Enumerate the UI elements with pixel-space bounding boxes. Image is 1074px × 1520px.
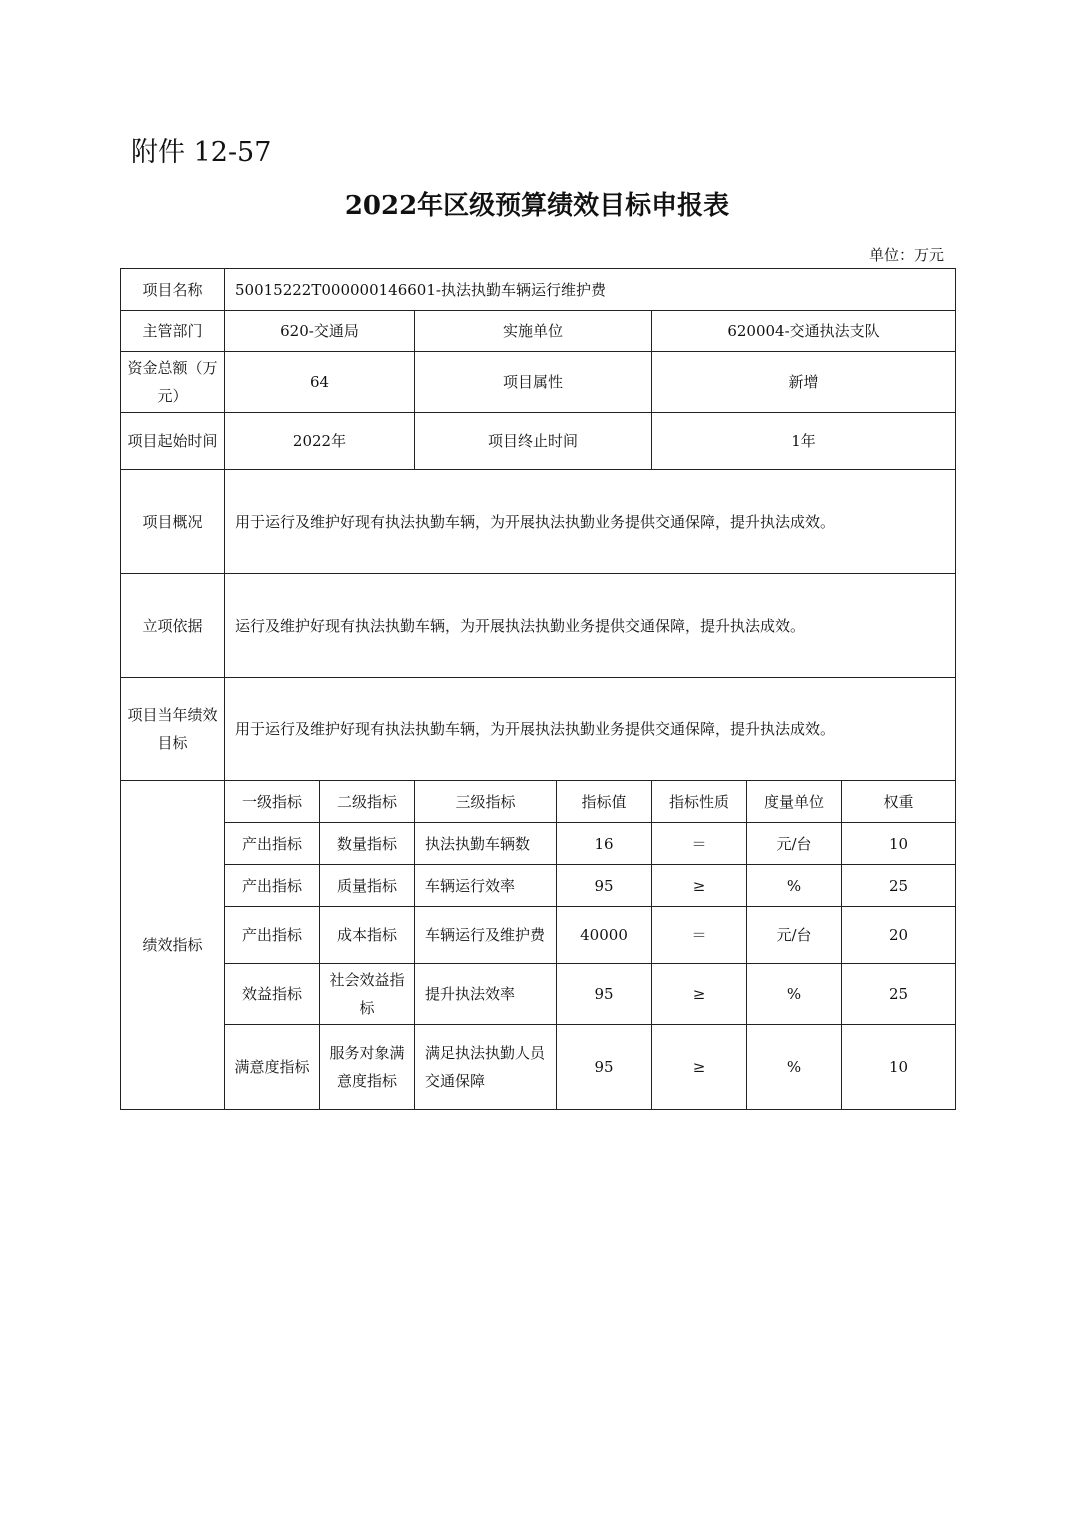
unit: 元/台 [747,907,842,964]
indicator-row [121,865,956,907]
indicator-row [121,1025,956,1110]
header-cell: 度量单位 [747,781,842,823]
value: 95 [557,964,652,1025]
header-cell: 三级指标 [415,781,557,823]
value: 95 [557,1025,652,1110]
header-cell: 指标性质 [652,781,747,823]
unit: % [747,865,842,907]
level2: 数量指标 [320,823,415,865]
table-row [121,269,956,311]
end-value: 1年 [652,413,956,470]
page-title: 2022年区级预算绩效目标申报表 [344,191,730,221]
weight: 20 [842,907,956,964]
indicator-row [121,823,956,865]
level1: 满意度指标 [225,1025,320,1110]
overview-value: 用于运行及维护好现有执法执勤车辆，为开展执法执勤业务提供交通保障，提升执法成效。 [225,470,956,574]
level3: 车辆运行效率 [415,865,557,907]
nature: ≥ [652,865,747,907]
nature: ＝ [652,907,747,964]
impl-value: 620004-交通执法支队 [652,311,956,352]
attr-label: 项目属性 [415,352,652,413]
nature: ≥ [652,964,747,1025]
level3: 执法执勤车辆数 [415,823,557,865]
header-cell: 一级指标 [225,781,320,823]
weight: 10 [842,823,956,865]
weight: 10 [842,1025,956,1110]
unit: % [747,964,842,1025]
level3: 满足执法执勤人员交通保障 [415,1025,557,1110]
level2: 质量指标 [320,865,415,907]
unit: 元/台 [747,823,842,865]
level1: 产出指标 [225,865,320,907]
value: 16 [557,823,652,865]
indicator-row [121,964,956,1025]
unit: % [747,1025,842,1110]
goal-value: 用于运行及维护好现有执法执勤车辆，为开展执法执勤业务提供交通保障，提升执法成效。 [225,678,956,781]
impl-label: 实施单位 [415,311,652,352]
project-name: 50015222T000000146601-执法执勤车辆运行维护费 [225,269,956,311]
end-label: 项目终止时间 [415,413,652,470]
start-label: 项目起始时间 [121,413,225,470]
indicators-label: 绩效指标 [121,781,225,1110]
level1: 产出指标 [225,823,320,865]
budget-performance-table [120,268,956,1110]
basis-value: 运行及维护好现有执法执勤车辆，为开展执法执勤业务提供交通保障，提升执法成效。 [225,574,956,678]
nature: ＝ [652,823,747,865]
level2: 服务对象满意度指标 [320,1025,415,1110]
project-name-label: 项目名称 [121,269,225,311]
weight: 25 [842,964,956,1025]
level3: 提升执法效率 [415,964,557,1025]
dept-label: 主管部门 [121,311,225,352]
level1: 效益指标 [225,964,320,1025]
attr-value: 新增 [652,352,956,413]
value: 95 [557,865,652,907]
header-cell: 二级指标 [320,781,415,823]
table-row [121,470,956,574]
start-value: 2022年 [225,413,415,470]
overview-label: 项目概况 [121,470,225,574]
weight: 25 [842,865,956,907]
indicator-row [121,907,956,964]
header-cell: 权重 [842,781,956,823]
table-row [121,413,956,470]
basis-label: 立项依据 [121,574,225,678]
nature: ≥ [652,1025,747,1110]
goal-label: 项目当年绩效目标 [121,678,225,781]
indicator-header-row [121,781,956,823]
table-row [121,574,956,678]
attachment-number: 附件 12-57 [131,137,272,168]
level2: 成本指标 [320,907,415,964]
value: 40000 [557,907,652,964]
table-row [121,678,956,781]
unit-label: 单位：万元 [868,246,944,264]
level2: 社会效益指标 [320,964,415,1025]
header-cell: 指标值 [557,781,652,823]
level3: 车辆运行及维护费 [415,907,557,964]
dept-value: 620-交通局 [225,311,415,352]
table-row [121,311,956,352]
level1: 产出指标 [225,907,320,964]
amount-value: 64 [225,352,415,413]
table-row [121,352,956,413]
amount-label: 资金总额（万元） [121,352,225,413]
